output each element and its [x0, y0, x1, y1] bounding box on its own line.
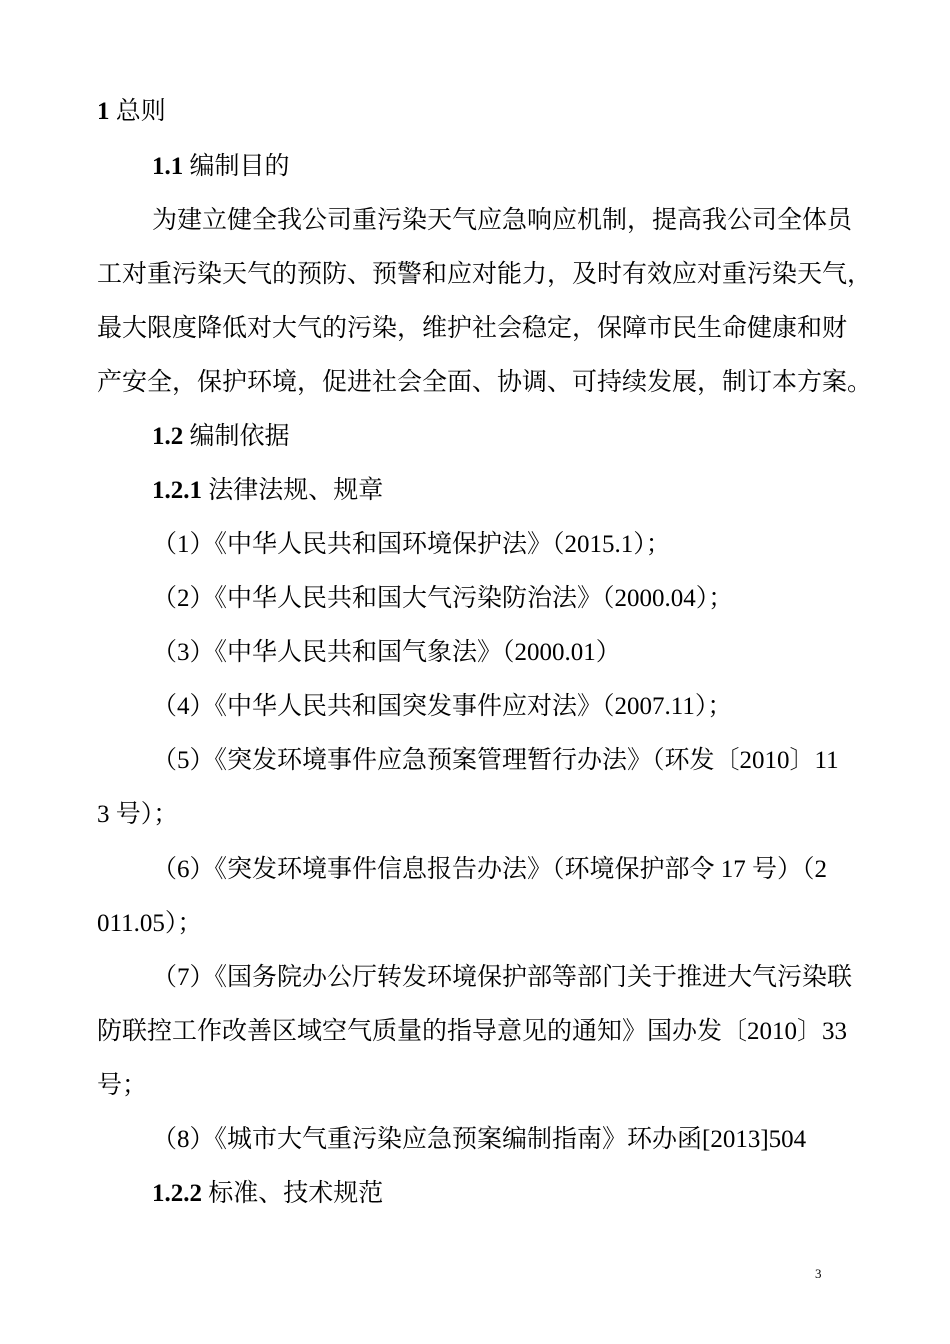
law-item: （2）《中华人民共和国大气污染防治法》（2000.04）； — [152, 585, 734, 612]
section-1-2-1-heading — [152, 476, 383, 506]
purpose-line: 工对重污染天气的预防、预警和应对能力，及时有效应对重污染天气， — [97, 261, 873, 288]
law-item-continuation: 3 号）； — [97, 801, 179, 828]
law-item: （3）《中华人民共和国气象法》（2000.01） — [152, 639, 621, 666]
purpose-line: 最大限度降低对大气的污染，维护社会稳定，保障市民生命健康和财 — [97, 315, 848, 342]
section-1-2-heading — [152, 422, 290, 452]
law-item: （5）《突发环境事件应急预案管理暂行办法》（环发〔2010〕11 — [152, 747, 839, 774]
section-1-2-title: 编制依据 — [189, 423, 290, 450]
section-1-2-2-heading — [152, 1179, 383, 1209]
law-item-continuation: 号； — [97, 1072, 148, 1099]
law-item: （8）《城市大气重污染应急预案编制指南》环办函[2013]504 — [152, 1126, 807, 1153]
law-item: （7）《国务院办公厅转发环境保护部等部门关于推进大气污染联 — [152, 964, 853, 991]
heading-1 — [97, 97, 166, 127]
law-item-continuation: 防联控工作改善区域空气质量的指导意见的通知》国办发〔2010〕33 — [97, 1018, 848, 1045]
section-1-2-2-title: 标准、技术规范 — [208, 1180, 384, 1207]
section-1-2-2-number: 1.2.2 — [152, 1180, 202, 1207]
section-1-1-heading — [152, 152, 290, 182]
law-item-continuation: 011.05）； — [97, 910, 203, 937]
purpose-line: 产安全，保护环境，促进社会全面、协调、可持续发展，制订本方案。 — [97, 369, 873, 396]
heading-1-number: 1 — [97, 98, 110, 125]
heading-1-title: 总则 — [115, 98, 166, 125]
page-number: 3 — [815, 1266, 822, 1281]
section-1-2-number: 1.2 — [152, 423, 184, 450]
section-1-1-number: 1.1 — [152, 153, 184, 180]
section-1-1-title: 编制目的 — [189, 153, 290, 180]
section-1-2-1-number: 1.2.1 — [152, 477, 202, 504]
law-item: （4）《中华人民共和国突发事件应对法》（2007.11）； — [152, 693, 733, 720]
section-1-2-1-title: 法律法规、规章 — [208, 477, 384, 504]
purpose-line: 为建立健全我公司重污染天气应急响应机制，提高我公司全体员 — [152, 207, 853, 234]
law-item: （1）《中华人民共和国环境保护法》（2015.1）； — [152, 531, 671, 558]
law-item: （6）《突发环境事件信息报告办法》（环境保护部令 17 号）（2 — [152, 856, 828, 883]
